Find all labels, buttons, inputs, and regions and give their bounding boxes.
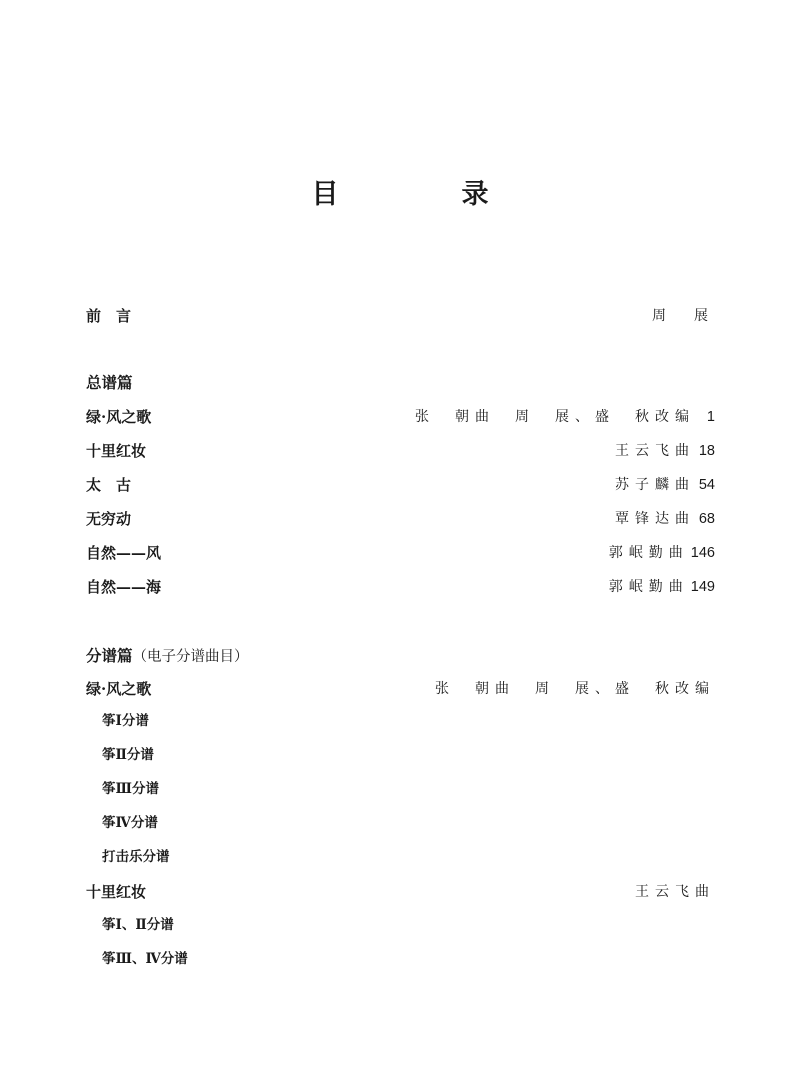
- toc-entry-label: 十里红妆: [86, 883, 147, 901]
- dot-leader: [149, 880, 632, 904]
- toc-subentry[interactable]: 筝Ⅰ分谱: [102, 713, 149, 729]
- toc-entry[interactable]: [86, 405, 715, 429]
- dot-leader: [134, 507, 612, 531]
- toc-entry-page: 68: [698, 511, 715, 527]
- toc-entry-label: 太 古: [86, 476, 132, 494]
- toc-entry-page: 149: [690, 579, 715, 595]
- toc-entry-page: 18: [698, 443, 715, 459]
- toc-entry-composer: 王云飞曲: [635, 884, 715, 900]
- toc-entry[interactable]: [86, 541, 715, 565]
- toc-entry[interactable]: [86, 507, 715, 531]
- dot-leader: [154, 677, 432, 701]
- toc-entry-composer: 郭岷勤曲: [608, 579, 689, 595]
- toc-entry-label: 自然——风: [86, 544, 162, 562]
- dot-leader: [164, 575, 606, 599]
- toc-entry-page: 1: [706, 409, 715, 425]
- toc-subentry[interactable]: 打击乐分谱: [102, 849, 170, 865]
- dot-leader: [164, 541, 606, 565]
- section-heading-label: 分谱篇: [86, 647, 133, 665]
- toc-entry-label: 前 言: [86, 307, 132, 325]
- section-heading-note: （电子分谱曲目）: [132, 649, 249, 665]
- toc-subentry[interactable]: 筝Ⅰ、Ⅱ分谱: [102, 917, 174, 933]
- toc-entry-label: 无穷动: [86, 510, 132, 528]
- section-heading-parts: [86, 644, 249, 669]
- toc-entry-composer: 覃锋达曲: [615, 511, 695, 527]
- toc-entry-composer: 郭岷勤曲: [608, 545, 689, 561]
- toc-subentry[interactable]: 筝Ⅳ分谱: [102, 815, 158, 831]
- toc-entry[interactable]: [86, 473, 715, 497]
- dot-leader: [134, 473, 612, 497]
- toc-entry[interactable]: [86, 575, 715, 599]
- toc-entry-label: 自然——海: [86, 578, 162, 596]
- toc-entry-composer: 周 展: [652, 308, 715, 324]
- toc-entry-composer: 张 朝曲 周 展、盛 秋改编: [435, 681, 715, 697]
- toc-entry[interactable]: [86, 439, 715, 463]
- toc-entry-composer: 张 朝曲 周 展、盛 秋改编: [415, 409, 695, 425]
- toc-subentry[interactable]: 筝Ⅲ、Ⅳ分谱: [102, 951, 188, 967]
- toc-entry-label: 十里红妆: [86, 442, 147, 460]
- section-heading-score: 总谱篇: [86, 374, 133, 392]
- toc-entry[interactable]: [86, 880, 715, 904]
- toc-subentry[interactable]: 筝Ⅲ分谱: [102, 781, 159, 797]
- toc-entry-label: 绿·风之歌: [86, 680, 152, 698]
- toc-entry-preface[interactable]: [86, 304, 715, 328]
- dot-leader: [154, 405, 412, 429]
- toc-entry-page: 146: [690, 545, 715, 561]
- toc-entry-composer: 王云飞曲: [615, 443, 695, 459]
- dot-leader: [149, 439, 612, 463]
- toc-entry-page: 54: [698, 477, 715, 493]
- toc-entry[interactable]: [86, 677, 715, 701]
- dot-leader: [134, 304, 649, 328]
- toc-entry-label: 绿·风之歌: [86, 408, 152, 426]
- page-title: 目 录: [311, 179, 537, 210]
- toc-entry-composer: 苏子麟曲: [615, 477, 695, 493]
- toc-subentry[interactable]: 筝Ⅱ分谱: [102, 747, 154, 763]
